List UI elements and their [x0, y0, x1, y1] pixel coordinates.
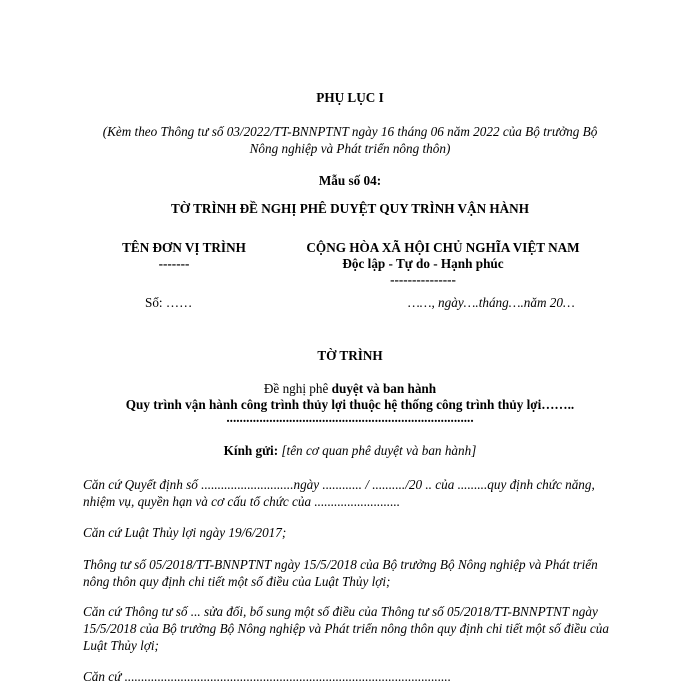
basis-other: Căn cứ ................................................................................................... — [83, 669, 452, 684]
addressee — [0, 443, 700, 459]
subject-dots: ........................................................................... — [226, 410, 474, 425]
motto-dashes: --------------- — [390, 272, 456, 287]
appendix-note-line1: (Kèm theo Thông tư số 03/2022/TT-BNNPTNT ngày 16 tháng 06 năm 2022 của Bộ trưởng Bộ — [102, 124, 598, 139]
basis-circular-05: Thông tư số 05/2018/TT-BNNPTNT ngày 15/5/2018 của Bộ trưởng Bộ Nông nghiệp và Phát triển nông thôn quy định chi tiết một số điều của Luật Thủy lợi; — [83, 557, 598, 589]
addressee-label: Kính gửi: — [223, 443, 279, 458]
appendix-note-line2: Nông nghiệp và Phát triển nông thôn) — [249, 141, 451, 156]
document-title: TỜ TRÌNH — [317, 348, 383, 363]
form-number: Mẫu số 04: — [318, 173, 382, 188]
subject-plain: Đề nghị phê — [263, 381, 332, 396]
basis-circular-amend: Căn cứ Thông tư số ... sửa đổi, bổ sung một số điều của Thông tư số 05/2018/TT-BNNPTNT ngày 15/5/2018 của Bộ trưởng Bộ Nông nghiệp và Phát triển nông thôn quy định chi tiết một số điều của Luật Thủy lợi; — [83, 604, 609, 653]
unit-dashes: ------- — [158, 256, 190, 271]
appendix-title: PHỤ LỤC I — [316, 90, 384, 105]
basis-law: Căn cứ Luật Thủy lợi ngày 19/6/2017; — [83, 525, 287, 540]
republic-name: CỘNG HÒA XÃ HỘI CHỦ NGHĨA VIỆT NAM — [306, 240, 580, 255]
document-date: ……, ngày….tháng….năm 20… — [408, 295, 575, 310]
basis-decision: Căn cứ Quyết định số ............................ngày ............ / ........../20 .. của .........quy định chức năng, nhiệm vụ, quyền hạn và cơ cấu tổ chức của .......................... — [83, 477, 595, 509]
subject-bold: duyệt và ban hành — [331, 381, 437, 396]
document-number: Số: …… — [145, 295, 193, 310]
national-motto: Độc lập - Tự do - Hạnh phúc — [342, 256, 504, 271]
form-title: TỜ TRÌNH ĐỀ NGHỊ PHÊ DUYỆT QUY TRÌNH VẬN HÀNH — [171, 201, 529, 216]
subject-line2: Quy trình vận hành công trình thủy lợi thuộc hệ thống công trình thủy lợi…….. — [125, 397, 575, 412]
unit-name: TÊN ĐƠN VỊ TRÌNH — [122, 240, 246, 255]
addressee-value: [tên cơ quan phê duyệt và ban hành] — [278, 443, 477, 458]
subject-line1 — [0, 381, 700, 397]
